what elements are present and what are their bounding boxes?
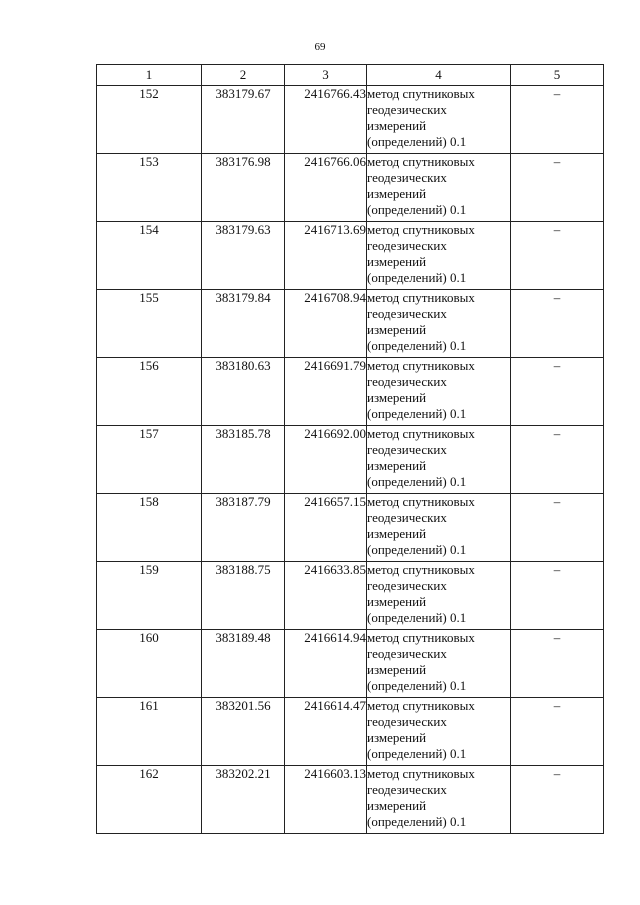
method-line: (определений) 0.1: [367, 814, 467, 829]
x-coordinate-cell: 383179.67: [202, 86, 285, 154]
method-line: измерений: [367, 798, 427, 813]
note-cell: –: [511, 494, 604, 562]
method-cell: [367, 290, 511, 358]
column-header-5: 5: [511, 65, 604, 86]
point-number-cell: 153: [97, 154, 202, 222]
column-header-4: 4: [367, 65, 511, 86]
table-row: [97, 290, 604, 358]
x-coordinate-cell: 383189.48: [202, 630, 285, 698]
method-line: (определений) 0.1: [367, 134, 467, 149]
method-line: геодезических: [367, 510, 447, 525]
method-line: метод спутниковых: [367, 290, 475, 305]
table-row: [97, 494, 604, 562]
y-coordinate-cell: 2416708.94: [285, 290, 367, 358]
method-line: измерений: [367, 730, 427, 745]
point-number-cell: 157: [97, 426, 202, 494]
y-coordinate-cell: 2416603.13: [285, 766, 367, 834]
point-number-cell: 159: [97, 562, 202, 630]
x-coordinate-cell: 383185.78: [202, 426, 285, 494]
note-cell: –: [511, 358, 604, 426]
method-line: измерений: [367, 390, 427, 405]
method-line: (определений) 0.1: [367, 338, 467, 353]
method-line: метод спутниковых: [367, 358, 475, 373]
table-row: [97, 222, 604, 290]
table-row: [97, 698, 604, 766]
method-line: геодезических: [367, 102, 447, 117]
y-coordinate-cell: 2416692.00: [285, 426, 367, 494]
method-line: геодезических: [367, 306, 447, 321]
method-line: измерений: [367, 322, 427, 337]
method-line: измерений: [367, 594, 427, 609]
x-coordinate-cell: 383187.79: [202, 494, 285, 562]
method-cell: [367, 562, 511, 630]
note-cell: –: [511, 154, 604, 222]
method-line: измерений: [367, 458, 427, 473]
point-number-cell: 158: [97, 494, 202, 562]
table-row: [97, 766, 604, 834]
method-line: измерений: [367, 254, 427, 269]
x-coordinate-cell: 383180.63: [202, 358, 285, 426]
y-coordinate-cell: 2416766.06: [285, 154, 367, 222]
y-coordinate-cell: 2416766.43: [285, 86, 367, 154]
note-cell: –: [511, 222, 604, 290]
method-line: (определений) 0.1: [367, 474, 467, 489]
point-number-cell: 160: [97, 630, 202, 698]
table-row: [97, 562, 604, 630]
x-coordinate-cell: 383202.21: [202, 766, 285, 834]
x-coordinate-cell: 383179.63: [202, 222, 285, 290]
y-coordinate-cell: 2416633.85: [285, 562, 367, 630]
method-line: (определений) 0.1: [367, 610, 467, 625]
method-line: (определений) 0.1: [367, 202, 467, 217]
y-coordinate-cell: 2416713.69: [285, 222, 367, 290]
note-cell: –: [511, 290, 604, 358]
method-line: измерений: [367, 186, 427, 201]
x-coordinate-cell: 383201.56: [202, 698, 285, 766]
method-line: метод спутниковых: [367, 426, 475, 441]
point-number-cell: 162: [97, 766, 202, 834]
method-line: геодезических: [367, 578, 447, 593]
table-row: [97, 86, 604, 154]
method-cell: [367, 222, 511, 290]
method-line: метод спутниковых: [367, 86, 475, 101]
note-cell: –: [511, 630, 604, 698]
method-line: геодезических: [367, 714, 447, 729]
method-line: метод спутниковых: [367, 630, 475, 645]
method-line: геодезических: [367, 170, 447, 185]
y-coordinate-cell: 2416691.79: [285, 358, 367, 426]
y-coordinate-cell: 2416657.15: [285, 494, 367, 562]
method-line: (определений) 0.1: [367, 678, 467, 693]
column-header-2: 2: [202, 65, 285, 86]
x-coordinate-cell: 383188.75: [202, 562, 285, 630]
method-cell: [367, 766, 511, 834]
method-line: измерений: [367, 526, 427, 541]
method-line: геодезических: [367, 782, 447, 797]
method-cell: [367, 358, 511, 426]
y-coordinate-cell: 2416614.94: [285, 630, 367, 698]
x-coordinate-cell: 383176.98: [202, 154, 285, 222]
method-line: метод спутниковых: [367, 698, 475, 713]
x-coordinate-cell: 383179.84: [202, 290, 285, 358]
point-number-cell: 161: [97, 698, 202, 766]
method-line: (определений) 0.1: [367, 406, 467, 421]
table-row: [97, 154, 604, 222]
method-line: метод спутниковых: [367, 494, 475, 509]
table-header-row: [97, 65, 604, 86]
page-number: 69: [314, 41, 326, 53]
method-cell: [367, 630, 511, 698]
method-cell: [367, 154, 511, 222]
note-cell: –: [511, 426, 604, 494]
note-cell: –: [511, 86, 604, 154]
method-line: метод спутниковых: [367, 562, 475, 577]
point-number-cell: 154: [97, 222, 202, 290]
table-row: [97, 358, 604, 426]
table-row: [97, 426, 604, 494]
coordinates-table: [96, 64, 604, 834]
point-number-cell: 152: [97, 86, 202, 154]
method-line: метод спутниковых: [367, 766, 475, 781]
method-cell: [367, 86, 511, 154]
method-line: (определений) 0.1: [367, 270, 467, 285]
method-line: измерений: [367, 118, 427, 133]
method-line: геодезических: [367, 442, 447, 457]
point-number-cell: 156: [97, 358, 202, 426]
method-cell: [367, 698, 511, 766]
method-line: геодезических: [367, 238, 447, 253]
note-cell: –: [511, 698, 604, 766]
table-body: [97, 86, 604, 834]
note-cell: –: [511, 562, 604, 630]
method-line: (определений) 0.1: [367, 746, 467, 761]
method-line: метод спутниковых: [367, 222, 475, 237]
column-header-1: 1: [97, 65, 202, 86]
method-cell: [367, 494, 511, 562]
y-coordinate-cell: 2416614.47: [285, 698, 367, 766]
table-row: [97, 630, 604, 698]
method-line: геодезических: [367, 374, 447, 389]
column-header-3: 3: [285, 65, 367, 86]
note-cell: –: [511, 766, 604, 834]
method-line: метод спутниковых: [367, 154, 475, 169]
method-line: (определений) 0.1: [367, 542, 467, 557]
method-line: геодезических: [367, 646, 447, 661]
method-line: измерений: [367, 662, 427, 677]
point-number-cell: 155: [97, 290, 202, 358]
method-cell: [367, 426, 511, 494]
